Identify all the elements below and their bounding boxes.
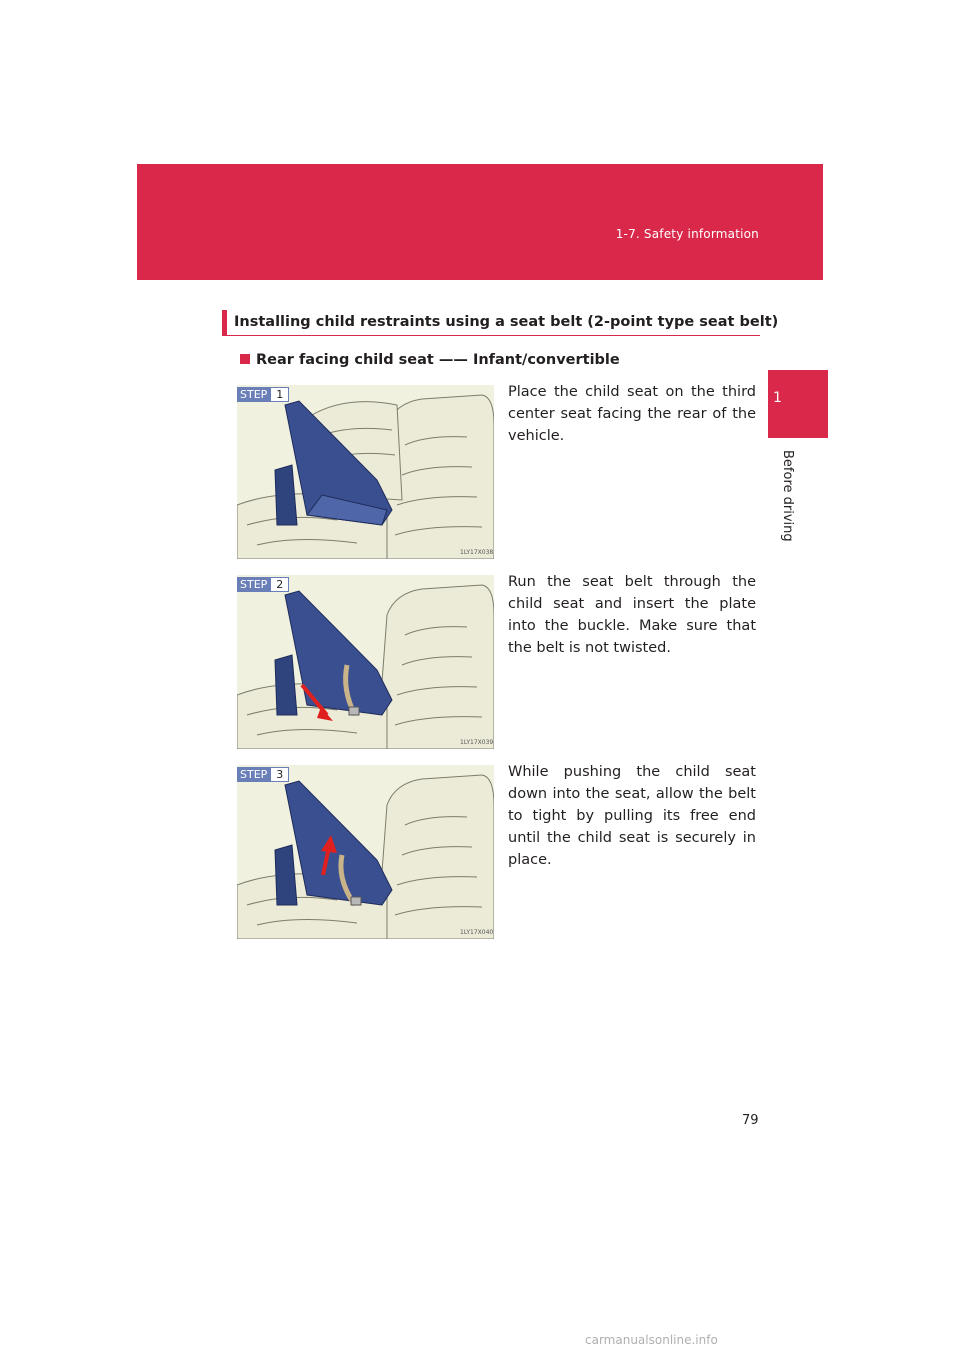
chapter-label: Before driving — [780, 450, 795, 542]
subheading — [240, 352, 620, 368]
step-number: 1 — [270, 387, 289, 402]
chapter-number: 1 — [773, 390, 782, 406]
step-1-badge — [237, 387, 289, 402]
title-accent-bar — [222, 310, 227, 336]
chapter-tab[interactable] — [768, 370, 828, 438]
step-2-illustration — [237, 575, 494, 749]
step-label: STEP — [237, 387, 270, 402]
step-label: STEP — [237, 767, 270, 782]
section-title — [222, 310, 779, 336]
step-number: 3 — [270, 767, 289, 782]
step-3-text: While pushing the child seat down into the seat, allow the belt to tight by pulling its free end until the child seat is securely in place. — [508, 764, 756, 868]
title-underline — [227, 335, 760, 336]
step-number: 2 — [270, 577, 289, 592]
subheading-text: Rear facing child seat —— Infant/convertible — [256, 352, 620, 368]
section-title-text: Installing child restraints using a seat belt (2-point type seat belt) — [234, 314, 779, 330]
illustration-code: 1LY17X040 — [460, 929, 494, 936]
belt-through-child-seat-illustration — [237, 575, 494, 749]
step-2-text: Run the seat belt through the child seat and insert the plate into the buckle. Make sure that the belt is not twisted. — [508, 574, 756, 656]
step-2-badge — [237, 577, 289, 592]
bullet-square-icon — [240, 354, 250, 364]
section-label: 1-7. Safety information — [615, 227, 759, 241]
chapter-label-vertical — [779, 450, 799, 550]
tighten-belt-illustration — [237, 765, 494, 939]
illustration-code: 1LY17X038 — [460, 549, 494, 556]
step-label: STEP — [237, 577, 270, 592]
step-1-illustration — [237, 385, 494, 559]
header-band — [137, 164, 823, 280]
step-3-illustration — [237, 765, 494, 939]
page-number: 79 — [742, 1113, 759, 1128]
child-seat-on-vehicle-seat-illustration — [237, 385, 494, 559]
step-1-text: Place the child seat on the third center seat facing the rear of the vehicle. — [508, 384, 756, 444]
watermark: carmanualsonline.info — [585, 1333, 718, 1347]
illustration-code: 1LY17X039 — [460, 739, 494, 746]
step-3-badge — [237, 767, 289, 782]
